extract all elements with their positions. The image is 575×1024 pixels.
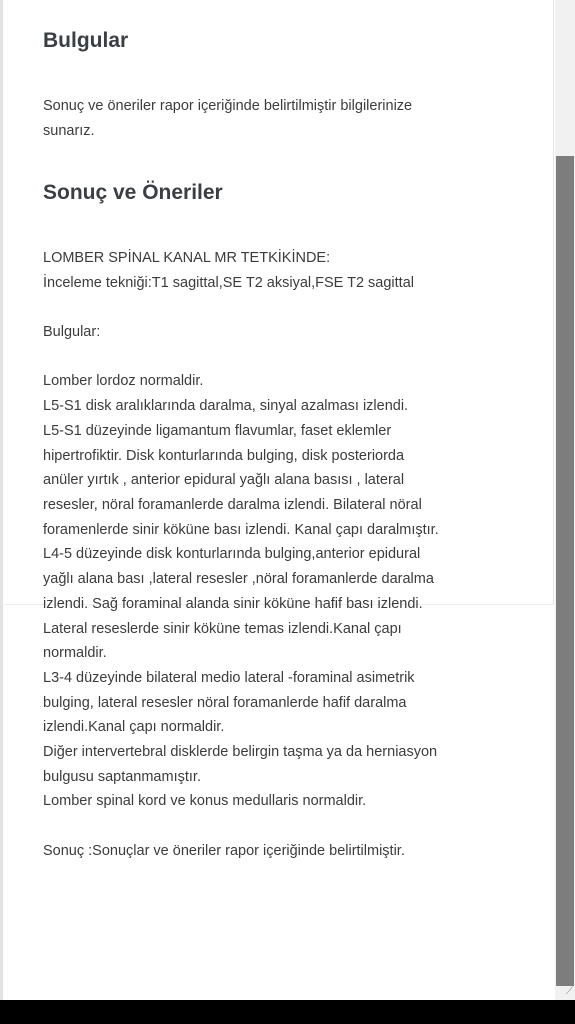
- system-navigation-bar: [0, 1000, 575, 1024]
- report-content: [43, 26, 548, 864]
- blank-line: [43, 814, 548, 839]
- findings-summary-line: sunarız.: [43, 123, 95, 139]
- report-body-line: resesler, nöral foramanlerde daralma izlendi. Bilateral nöral: [43, 497, 422, 513]
- report-body-line: izlendi. Sağ foraminal alanda sinir köküne hafif bası izlendi.: [43, 595, 423, 612]
- report-body-line: Diğer intervertebral disklerde belirgin taşma ya da herniasyon: [43, 744, 438, 761]
- results-heading: Sonuç ve Öneriler: [43, 181, 223, 204]
- findings-summary: [43, 94, 548, 144]
- report-body-line: hipertrofiktir. Disk konturlarında bulging, disk posteriorda: [43, 447, 405, 464]
- resize-grip-icon[interactable]: ⟋: [566, 986, 573, 997]
- report-body-line: foramenlerde sinir köküne bası izlendi. Kanal çapı daralmıştır.: [43, 521, 439, 538]
- blank-line: [43, 295, 548, 320]
- report-body-line: izlendi.Kanal çapı normaldir.: [43, 719, 225, 736]
- findings-summary-line: Sonuç ve öneriler rapor içeriğinde belirtilmiştir bilgilerinize: [43, 98, 413, 114]
- report-body-line: Lateral reseslerde sinir köküne temas izlendi.Kanal çapı: [43, 620, 402, 637]
- report-header-line: LOMBER SPİNAL KANAL MR TETKİKİNDE:: [43, 250, 331, 266]
- report-body-line: L3-4 düzeyinde bilateral medio lateral -foraminal asimetrik: [43, 669, 415, 686]
- report-body-line: bulging, lateral resesler nöral foramanlerde hafif daralma: [43, 694, 407, 711]
- report-body-line: anüler yırtık , anterior epidural yağlı alana basısı , lateral: [43, 472, 405, 489]
- report-body-line: yağlı alana bası ,lateral resesler ,nöral foramanlerde daralma: [43, 571, 434, 588]
- report-conclusion: Sonuç :Sonuçlar ve öneriler rapor içeriğinde belirtilmiştir.: [43, 842, 405, 859]
- scrollbar-thumb[interactable]: [556, 156, 574, 986]
- report-body-line: bulgusu saptanmamıştır.: [43, 768, 201, 785]
- report-body: [43, 246, 548, 864]
- scrollbar-track[interactable]: [555, 0, 575, 1000]
- blank-line: [43, 345, 548, 370]
- report-body-line: Lomber spinal kord ve konus medullaris normaldir.: [43, 793, 367, 810]
- report-body-line: normaldir.: [43, 645, 107, 662]
- report-findings-label: Bulgular:: [43, 324, 101, 341]
- report-body-line: L4-5 düzeyinde disk konturlarında bulging,anterior epidural: [43, 546, 421, 563]
- report-body-line: L5-S1 disk aralıklarında daralma, sinyal azalması izlendi.: [43, 398, 409, 415]
- findings-heading: Bulgular: [43, 29, 129, 52]
- report-technique-line: İnceleme tekniği:T1 sagittal,SE T2 aksiyal,FSE T2 sagittal: [43, 274, 414, 291]
- report-body-line: Lomber lordoz normaldir.: [43, 373, 204, 390]
- report-body-line: L5-S1 düzeyinde ligamantum flavumlar, faset eklemler: [43, 422, 392, 439]
